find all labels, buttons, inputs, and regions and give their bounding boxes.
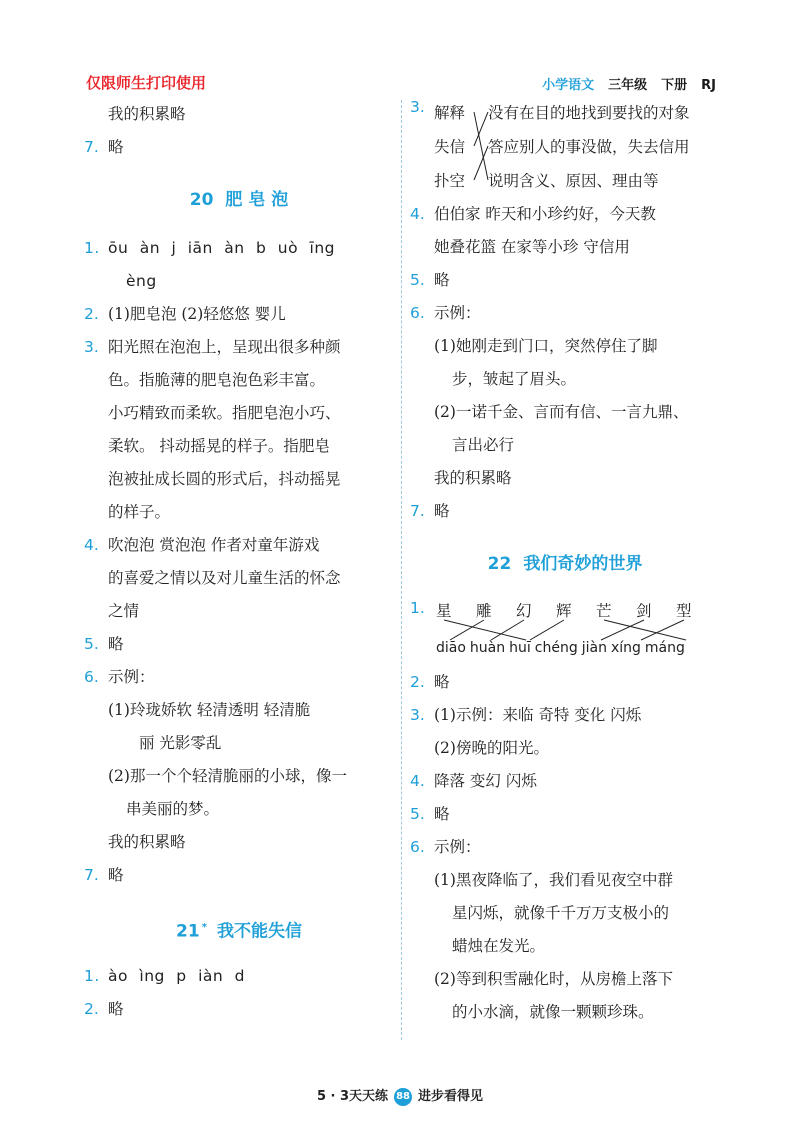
answer-continuation: 的喜爱之情以及对儿童生活的怀念: [108, 569, 341, 587]
volume-label: 下册: [661, 78, 688, 93]
match-lines: [472, 98, 512, 198]
answer-item: 4. 吹泡泡 赏泡泡 作者对童年游戏: [84, 536, 320, 554]
answer-item: 6. 示例：: [84, 668, 155, 686]
print-notice: 仅限师生打印使用: [86, 74, 207, 92]
answer-continuation: 步，皱起了眉头。: [452, 370, 577, 388]
match-word: 扑空: [434, 172, 466, 190]
answer-continuation: 星闪烁，就像千千万万支极小的: [452, 904, 670, 922]
answer-continuation: (1)她刚走到门口，突然停住了脚: [434, 337, 658, 355]
lesson-title-22: 22 我们奇妙的世界: [487, 554, 643, 574]
answer-continuation: 柔软。 抖动摇晃的样子。指肥皂: [108, 437, 330, 455]
answer-continuation: 言出必行: [452, 436, 515, 454]
match-definition: 说明含义、原因、理由等: [488, 172, 659, 190]
answer-item: 2. 略: [84, 1000, 124, 1018]
answer-item: 5. 略: [84, 635, 124, 653]
match-char: 辉: [556, 602, 572, 620]
page-footer: [0, 1085, 800, 1106]
match-char: 剑: [636, 602, 652, 620]
match-pinyin: chéng: [534, 640, 578, 656]
answer-continuation: 之情: [108, 602, 140, 620]
match-char: 雕: [476, 602, 492, 620]
match-pinyin: diāo: [436, 640, 466, 656]
answer-continuation: (2)一诺千金、言而有信、一言九鼎、: [434, 403, 689, 421]
question-number: 3.: [410, 98, 425, 116]
match-pinyin: xíng: [610, 640, 641, 656]
match-char: 芒: [596, 602, 612, 620]
match-pinyin: jiàn: [581, 640, 607, 656]
match-char: 幻: [516, 602, 532, 620]
answer-item: 7. 略: [84, 866, 124, 884]
match-definition: 没有在目的地找到要找的对象: [488, 104, 690, 122]
answer-item: 5. 略: [410, 271, 450, 289]
accumulation-note: 我的积累略: [434, 469, 512, 487]
answer-item: 5. 略: [410, 805, 450, 823]
match-word: 失信: [434, 138, 466, 156]
answer-item: 3. 阳光照在泡泡上，呈现出很多种颜: [84, 338, 341, 356]
grade-label: 三年级: [608, 78, 648, 93]
subject-label: 小学语文: [542, 78, 595, 93]
answer-continuation: 色。指脆薄的肥皂泡色彩丰富。: [108, 371, 326, 389]
book-info: [542, 74, 716, 93]
footer-brand: 5 · 3天天练: [316, 1089, 389, 1104]
lesson-title-20: 20 肥 皂 泡: [189, 190, 289, 210]
answer-item: 1. ào ìng p iàn d: [84, 967, 245, 985]
match-char: 型: [676, 602, 692, 620]
question-number: 1.: [410, 599, 425, 617]
answer-item: 4. 伯伯家 昨天和小珍约好，今天教: [410, 205, 656, 223]
answer-continuation: (2)傍晚的阳光。: [434, 739, 549, 757]
accumulation-note: 我的积累略: [108, 105, 186, 123]
right-column: [410, 98, 720, 1029]
match-pinyin: máng: [644, 640, 685, 656]
answer-continuation: 丽 光影零乱: [139, 734, 222, 752]
answer-continuation: (1)玲珑娇软 轻清透明 轻清脆: [108, 701, 311, 719]
column-divider: [401, 100, 402, 1040]
answer-item: 2. 略: [410, 673, 450, 691]
answer-item: 7. 略: [84, 138, 124, 156]
answer-continuation: 串美丽的梦。: [126, 800, 220, 818]
answer-item: 6. 示例：: [410, 304, 481, 322]
answer-item: 6. 示例：: [410, 838, 481, 856]
answer-continuation: 泡被扯成长圆的形式后，抖动摇晃: [108, 470, 341, 488]
match-definition: 答应别人的事没做，失去信用: [488, 138, 690, 156]
accumulation-note: 我的积累略: [108, 833, 186, 851]
answer-continuation: (1)黑夜降临了，我们看见夜空中群: [434, 871, 673, 889]
answer-continuation: 她叠花篮 在家等小珍 守信用: [434, 238, 630, 256]
answer-continuation: 小巧精致而柔软。指肥皂泡小巧、: [108, 404, 341, 422]
match-char: 星: [436, 602, 452, 620]
answer-continuation: (2)等到积雪融化时，从房檐上落下: [434, 970, 673, 988]
answer-item: 4. 降落 变幻 闪烁: [410, 772, 537, 790]
footer-slogan: 进步看得见: [418, 1089, 484, 1104]
word-match-exercise: [410, 98, 720, 198]
answer-item: 2. (1)肥皂泡 (2)轻悠悠 婴儿: [84, 305, 286, 323]
match-pinyin: huàn: [469, 640, 506, 656]
left-column: [84, 98, 394, 1026]
answer-continuation: èng: [126, 272, 157, 290]
answer-continuation: 的小水滴，就像一颗颗珍珠。: [452, 1003, 654, 1021]
pinyin-match-exercise: [410, 596, 720, 666]
answer-continuation: 蜡烛在发光。: [452, 937, 546, 955]
match-lines: [436, 618, 716, 642]
answer-item: 1. ōu àn j iān àn b uò īng: [84, 239, 335, 257]
edition-label: RJ: [701, 78, 716, 93]
answer-continuation: (2)那一个个轻清脆丽的小球，像一: [108, 767, 347, 785]
answer-item: 3. (1)示例：来临 奇特 变化 闪烁: [410, 706, 642, 724]
page-number: 88: [394, 1088, 412, 1106]
answer-item: 7. 略: [410, 502, 450, 520]
answer-continuation: 的样子。: [108, 503, 171, 521]
match-pinyin-row: [436, 640, 689, 656]
lesson-title-21: 21 * 我不能失信: [176, 921, 302, 942]
match-pinyin: huī: [509, 640, 531, 656]
match-word: 解释: [434, 104, 466, 122]
